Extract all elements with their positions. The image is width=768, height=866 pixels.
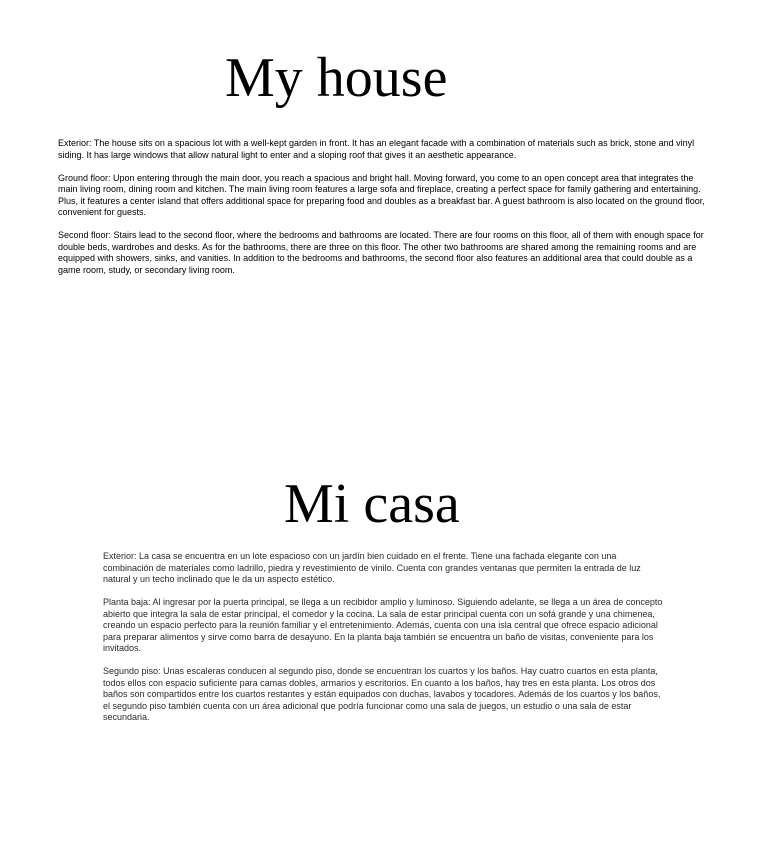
paragraph-exterior: Exterior: The house sits on a spacious lot with a well-kept garden in front. It has an elegant facade with a combination of materials such as brick, stone and vinyl siding. It has large windows that allow natural light to enter and a sloping roof that gives it an aesthetic appearance. [58, 138, 695, 160]
paragraph-exterior-es: Exterior: La casa se encuentra en un lote espacioso con un jardín bien cuidado en el frente. Tiene una fachada elegante con una combinación de materiales como ladrillo, piedra y revestimiento de vinilo. Cuenta con grandes ventanas que permiten la entrada de luz natural y un techo inclinado que le da un aspecto estético. [103, 551, 641, 584]
paragraph-ground-floor: Ground floor: Upon entering through the main door, you reach a spacious and bright hall. Moving forward, you come to an open concept area that integrates the main living room, dining room and kitchen. The main living room features a large sofa and fireplace, creating a perfect space for family gathering and entertaining. Plus, it features a center island that offers additional space for preparing food and doubles as a breakfast bar. A guest bathroom is also located on the ground floor, convenient for guests. [58, 172, 705, 217]
english-description [58, 138, 710, 288]
spanish-description [103, 551, 668, 735]
paragraph-segundo-piso: Segundo piso: Unas escaleras conducen al segundo piso, donde se encuentran los cuartos y los baños. Hay cuatro cuartos en esta planta, todos ellos con espacio suficiente para camas dobles, armarios y escritorios. En cuanto a los baños, hay tres en esta planta. Los otros dos baños son compartidos entre los cuartos restantes y están equipados con duchas, lavabos y tocadores. Además de los cuartos y los baños, el segundo piso también cuenta con un área adicional que podría funcionar como una sala de juegos, un estudio o una sala de estar secundaria. [103, 666, 661, 722]
page-title-english: My house [225, 47, 448, 109]
paragraph-planta-baja: Planta baja: Al ingresar por la puerta principal, se llega a un recibidor amplio y luminoso. Siguiendo adelante, se llega a un área de concepto abierto que integra la sala de estar principal, el comedor y la cocina. La sala de estar principal cuenta con un sofá grande y una chimenea, creando un espacio perfecto para la reunión familiar y el entretenimiento. Además, cuenta con una isla central que ofrece espacio adicional para preparar alimentos y sirve como barra de desayuno. En la planta baja también se encuentra un baño de visitas, conveniente para los invitados. [103, 597, 663, 653]
page-title-spanish: Mi casa [284, 473, 460, 535]
paragraph-second-floor: Second floor: Stairs lead to the second floor, where the bedrooms and bathrooms are located. There are four rooms on this floor, all of them with enough space for double beds, wardrobes and desks. As for the bathrooms, there are three on this floor. The other two bathrooms are shared among the remaining rooms and are equipped with showers, sinks, and vanities. In addition to the bedrooms and bathrooms, the second floor also features an additional area that could double as a game room, study, or secondary living room. [58, 230, 704, 275]
